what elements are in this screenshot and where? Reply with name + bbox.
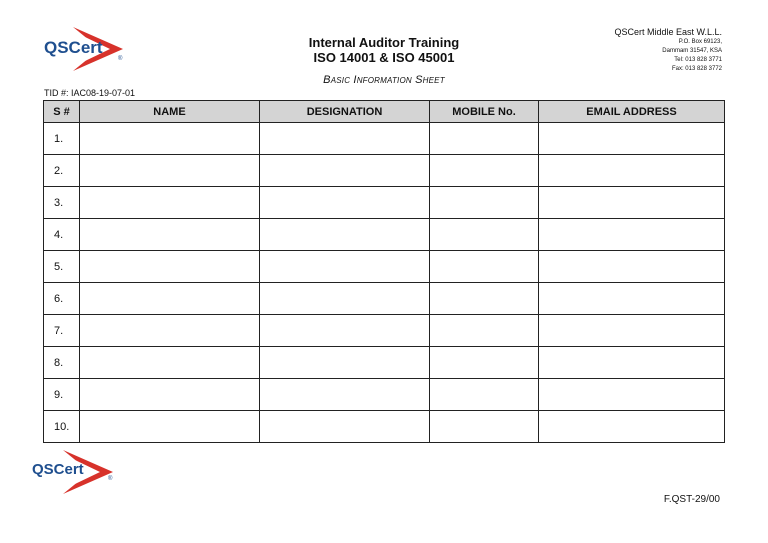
mobile-cell[interactable] (430, 411, 539, 443)
mobile-cell[interactable] (430, 347, 539, 379)
table-row (44, 155, 725, 187)
serial-cell: 6. (44, 283, 80, 315)
name-cell[interactable] (80, 187, 260, 219)
name-cell[interactable] (80, 379, 260, 411)
header-name: NAME (80, 101, 260, 123)
mobile-cell[interactable] (430, 251, 539, 283)
serial-cell: 8. (44, 347, 80, 379)
email-cell[interactable] (539, 283, 725, 315)
table-row (44, 411, 725, 443)
serial-cell: 5. (44, 251, 80, 283)
qscert-logo (38, 25, 128, 73)
name-cell[interactable] (80, 251, 260, 283)
header-mobile: MOBILE No. (430, 101, 539, 123)
mobile-cell[interactable] (430, 155, 539, 187)
svg-text:®: ® (108, 476, 113, 482)
header-serial: S # (44, 101, 80, 123)
name-cell[interactable] (80, 283, 260, 315)
company-po-box: P.O. Box 69123, (678, 39, 722, 45)
company-name: QSCert Middle East W.L.L. (614, 27, 722, 37)
email-cell[interactable] (539, 347, 725, 379)
mobile-cell[interactable] (430, 379, 539, 411)
email-cell[interactable] (539, 187, 725, 219)
sheet-subtitle: Basic Information Sheet (323, 74, 445, 86)
company-city: Dammam 31547, KSA (662, 48, 722, 54)
email-cell[interactable] (539, 411, 725, 443)
email-cell[interactable] (539, 251, 725, 283)
tid-number: TID #: IAC08-19-07-01 (44, 88, 136, 98)
mobile-cell[interactable] (430, 283, 539, 315)
designation-cell[interactable] (260, 411, 430, 443)
serial-cell: 1. (44, 123, 80, 155)
name-cell[interactable] (80, 219, 260, 251)
svg-text:®: ® (118, 56, 123, 62)
serial-cell: 9. (44, 379, 80, 411)
serial-cell: 3. (44, 187, 80, 219)
company-fax: Fax: 013 828 3772 (671, 66, 722, 72)
participant-table (43, 100, 725, 443)
header-designation: DESIGNATION (260, 101, 430, 123)
company-tel: Tel: 013 828 3771 (674, 57, 722, 63)
email-cell[interactable] (539, 379, 725, 411)
name-cell[interactable] (80, 155, 260, 187)
mobile-cell[interactable] (430, 219, 539, 251)
email-cell[interactable] (539, 123, 725, 155)
email-cell[interactable] (539, 315, 725, 347)
name-cell[interactable] (80, 347, 260, 379)
serial-cell: 4. (44, 219, 80, 251)
title-line-2: ISO 14001 & ISO 45001 (313, 50, 455, 65)
designation-cell[interactable] (260, 379, 430, 411)
designation-cell[interactable] (260, 123, 430, 155)
qscert-logo-footer (28, 448, 118, 496)
name-cell[interactable] (80, 411, 260, 443)
serial-cell: 2. (44, 155, 80, 187)
svg-text:QSCert: QSCert (44, 38, 103, 57)
designation-cell[interactable] (260, 315, 430, 347)
designation-cell[interactable] (260, 155, 430, 187)
designation-cell[interactable] (260, 283, 430, 315)
header-email: EMAIL ADDRESS (539, 101, 725, 123)
title-line-1: Internal Auditor Training (308, 35, 460, 50)
designation-cell[interactable] (260, 347, 430, 379)
table-row (44, 315, 725, 347)
email-cell[interactable] (539, 155, 725, 187)
table-row (44, 123, 725, 155)
svg-text:QSCert: QSCert (32, 461, 84, 478)
designation-cell[interactable] (260, 251, 430, 283)
designation-cell[interactable] (260, 187, 430, 219)
table-row (44, 187, 725, 219)
company-address-block (614, 27, 722, 74)
email-cell[interactable] (539, 219, 725, 251)
table-header-row (44, 101, 725, 123)
mobile-cell[interactable] (430, 187, 539, 219)
name-cell[interactable] (80, 315, 260, 347)
table-row (44, 347, 725, 379)
table-row (44, 283, 725, 315)
table-row (44, 379, 725, 411)
mobile-cell[interactable] (430, 315, 539, 347)
name-cell[interactable] (80, 123, 260, 155)
document-title (250, 35, 518, 86)
serial-cell: 7. (44, 315, 80, 347)
serial-cell: 10. (44, 411, 80, 443)
table-row (44, 219, 725, 251)
table-row (44, 251, 725, 283)
designation-cell[interactable] (260, 219, 430, 251)
mobile-cell[interactable] (430, 123, 539, 155)
form-code: F.QST-29/00 (663, 494, 720, 505)
